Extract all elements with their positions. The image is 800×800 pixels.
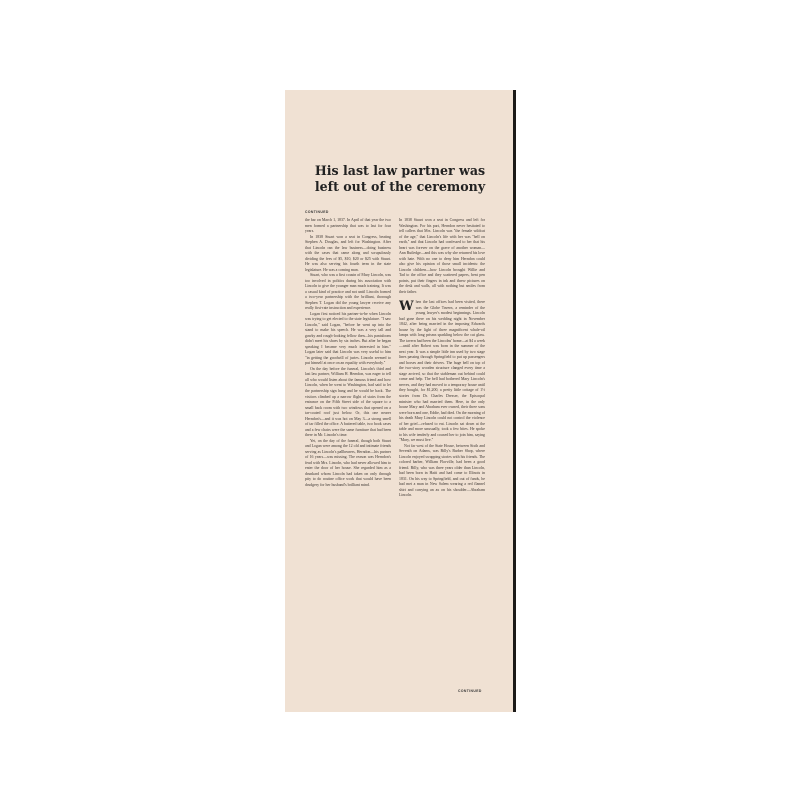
paragraph: Yet, on the day of the funeral, though both Stuart and Logan were among the 12 old and intimate friends serving as Lincoln's pallbearers, Herndon—his partner of 16 years—was missing. The reason was Herndon's feud with Mrs. Lincoln, who had never allowed him to enter the door of her house. She regarded him as a drunkard whom Lincoln had taken on only through pity to do routine office work that would have been drudgery for her husband's brilliant mind. bbox=[305, 438, 391, 487]
body-column-left bbox=[305, 218, 391, 693]
paragraph-with-drop-cap bbox=[399, 300, 485, 443]
body-column-right bbox=[399, 218, 485, 683]
paragraph: In 1838 Stuart won a seat in Congress and left for Washington. For his part, Herndon never hesitated to tell callers that Mrs. Lincoln was "the female wildcat of the age," that Lincoln's life with her was "hell on earth," and that Lincoln had confessed to her that his heart was forever on the grave of another woman—Ann Rutledge—and this was why she returned his love with hate. With no one to deny him Herndon could also give his opinion of those small incidents: the Lincoln children—how Lincoln brought Willie and Tad to the office and they scattered papers, bent pen points, put their fingers in ink and threw pictures on the desk and walls, all with nothing but smiles from their father. bbox=[399, 218, 485, 294]
article-title bbox=[285, 163, 515, 195]
paragraph: On the day before the funeral, Lincoln's third and last law partner, William H. Herndon, was eager to tell all who would listen about the famous friend and how Lincoln, when he went to Washington, had said to let the partnership sign hang and he would be back. The visitors climbed up a narrow flight of stairs from the entrance on the Fifth Street side of the square to a small back room with two windows that opened on a tar-coated roof just below. Or, this one nearer Herndon's—and it was hot on May 3—a strong smell of tar filled the office. A battered table, two book cases and a few chairs were the same furniture that had been there in Mr. Lincoln's time. bbox=[305, 366, 391, 438]
drop-cap: W bbox=[399, 299, 414, 315]
article-title-line-1: His last law partner was bbox=[314, 163, 486, 178]
paragraph: Stuart, who was a first cousin of Mary Lincoln, was too involved in politics during his association with Lincoln to give the younger man much training. It was a casual kind of practice and not until Lincoln formed a two-year partnership with the brilliant, thorough Stephen T. Logan did the young lawyer receive any really first-rate instruction and experience. bbox=[305, 273, 391, 311]
paragraph: In 1838 Stuart won a seat in Congress, beating Stephen A. Douglas, and left for Washington. After that Lincoln ran the law business—doing business with the cases that came along and scrupulously dividing the fees of $5, $10, $20 or $25 with Stuart. He was also serving his fourth term in the state legislature. He was a coming man. bbox=[305, 234, 391, 272]
continued-label-top: CONTINUED bbox=[305, 210, 329, 214]
paragraph-text: hen the last offices had been visited, there was the Globe Tavern, a reminder of the young lawyer's modest beginnings. Lincoln had gone there on his wedding night in November 1842, after being married in the imposing Edwards house by the light of three magnificent whale-oil lamps with long prisms sparkling below the cut glass. The tavern had been the Lincolns' home—at $4 a week—until after Robert was born in the summer of the next year. It was a simple little inn used by two stage lines passing through Springfield to put up passengers and horses and their drivers. The huge bell on top of the two-story wooden structure clanged every time a stage arrived, so that the stableman out behind could come and help. The bell had bothered Mary Lincoln's nerves, and they had moved to a temporary house until they bought, for $1,200, a pretty little cottage of 1½ stories from Dr. Charles Dresser, the Episcopal minister who had married them. Here, in the only house Mary and Abraham ever owned, their three sons were born and one, Eddie, had died. On the morning of his death Mary Lincoln could not control the violence of her grief—refused to eat. Lincoln sat down at the table and more unusually, took a few bites. He spoke to his wife tenderly and coaxed her to join him, saying "Mary, we must live." bbox=[399, 300, 485, 443]
continued-label-bottom: CONTINUED bbox=[458, 689, 482, 693]
magazine-page bbox=[285, 90, 515, 712]
article-title-line-2: left out of the ceremony bbox=[314, 179, 486, 194]
paragraph: Logan first noticed his partner-to-be when Lincoln was trying to get elected to the state legislature. "I saw Lincoln," said Logan, "before he went up into the stand to make his speech. He was a very tall and gawky and rough-looking fellow then—his pantaloons didn't meet his shoes by six inches. But after he began speaking I became very much interested in him." Logan later said that Lincoln was very useful to him "in getting the goodwill of juries. Lincoln seemed to put himself at once on an equality with everybody." bbox=[305, 311, 391, 366]
paragraph: Not far west of the State House, between Sixth and Seventh on Adams, was Billy's Barber Shop, where Lincoln enjoyed swapping stories with his friends. The colored barber, William Florville, had been a good friend. Billy, who was three years older than Lincoln, had been born in Haiti and had come to Illinois in 1831. On his way to Springfield, and out of funds, he had met a man in New Salem wearing a red flannel shirt and carrying an ax on his shoulder—Abraham Lincoln. bbox=[399, 443, 485, 498]
paragraph: the bar on March 1, 1837. In April of that year the two men formed a partnership that was to last for four years. bbox=[305, 218, 391, 234]
page-edge-shadow bbox=[513, 90, 516, 712]
